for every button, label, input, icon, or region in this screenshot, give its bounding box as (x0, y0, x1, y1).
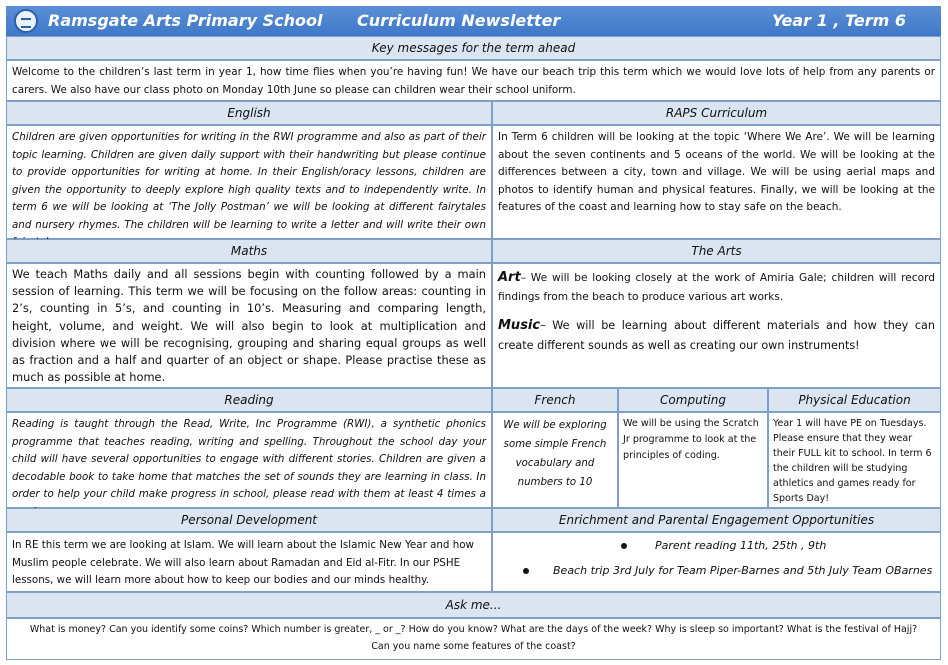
key-messages-panel (6, 60, 941, 101)
school-name: Ramsgate Arts Primary School (48, 11, 323, 30)
english-text: Children are given opportunities for writing in the RWI programme and also as part of their topic learning. Children are given daily support with their handwriting but please continue to provide opportunities for writing at home. In their English/oracy lessons, children are given the opportunity to deeply explore high quality texts and to independently write. In term 6 we will be looking at ‘The Jolly Postman’ we will be looking at different fairytales and nursery rhymes. The children will be learning to write a letter and will write their own (12, 131, 486, 231)
computing-text: We will be using the Scratch Jr programme to look at the principles of coding. (623, 418, 759, 461)
art-label: Art (498, 270, 521, 285)
raps-text: In Term 6 children will be looking at the topic ‘Where We Are’. We will be learning about the seven continents and 5 oceans of the world. We will be looking at the differences between a city, town and village. We will be using aerial maps and photos to identify human and physical features. Finally, we will be looking at the features of the coast and learning how to stay safe on the beach. (498, 131, 935, 213)
music-label: Music (498, 318, 541, 333)
key-messages-heading: Key messages for the term ahead (6, 36, 941, 60)
maths-panel (6, 263, 492, 388)
english-panel (6, 125, 492, 239)
key-messages-text: Welcome to the children’s last term in year 1, how time flies when you’re having fun! We have our beach trip this term which we would love lots of help from any parents or carers. We also have our class photo on Monday 10th June so please can children wear their school uniform. (12, 66, 935, 96)
art-paragraph (493, 264, 940, 310)
music-text: – We will be learning about different materials and how they can create different sounds as well as creating our own instruments! (498, 319, 935, 352)
art-text: – We will be looking closely at the work of Amiria Gale; children will record findings from the beach to produce various art works. (498, 272, 935, 303)
arts-panel (492, 263, 941, 388)
ask-heading: Ask me... (6, 592, 941, 618)
music-paragraph (493, 310, 940, 359)
enrichment-item: Beach trip 3rd July for Team Piper-Barnes and 5th July Team OBarnes (523, 564, 932, 577)
enrichment-heading: Enrichment and Parental Engagement Opportunities (492, 508, 941, 532)
computing-heading: Computing (618, 388, 768, 412)
ask-text: What is money? Can you identify some coins? Which number is greater, _ or _? How do you know? What are the days of the week? Why is sleep so important? What is the festival of Hajj? Can you name some features of the coast? (29, 624, 918, 652)
year-term: Year 1 , Term 6 (772, 11, 906, 30)
french-heading: French (492, 388, 618, 412)
computing-panel (618, 412, 768, 508)
raps-panel (492, 125, 941, 239)
raps-heading: RAPS Curriculum (492, 101, 941, 125)
reading-text: Reading is taught through the Read, Write, Inc Programme (RWI), a synthetic phonics programme that teaches reading, writing and spelling. Throughout the school day your child will have several opportunities to engage with different stories. Children are given a decodable book to take home that matches the set of sounds they are learning in class. In order to help your child make progress in school, please read with them at least 4 times a (12, 418, 486, 500)
maths-heading: Maths (6, 239, 492, 263)
ask-panel (6, 618, 941, 660)
french-panel (492, 412, 618, 508)
maths-text: We teach Maths daily and all sessions begin with counting followed by a main session of learning. This term we will be focusing on the follow areas: counting in 2’s, counting in 5’s, and counting in 10’s. Measuring and comparing length, height, volume, and weight. We will also begin to look at multiplication and division where we will be recognising, grouping and sharing equal groups as well as fraction and a half and quarter of an object or shape. Please practise these as much as possible at home. (12, 267, 486, 385)
enrichment-item: Parent reading 11th, 25th , 9th (621, 539, 826, 552)
personal-panel (6, 532, 492, 592)
arts-heading: The Arts (492, 239, 941, 263)
newsletter-header (6, 6, 941, 36)
pe-heading: Physical Education (768, 388, 941, 412)
bullet-icon (523, 568, 529, 574)
personal-heading: Personal Development (6, 508, 492, 532)
pe-panel (768, 412, 941, 508)
english-heading: English (6, 101, 492, 125)
newsletter-title: Curriculum Newsletter (357, 11, 561, 30)
bullet-icon (621, 543, 627, 549)
reading-heading: Reading (6, 388, 492, 412)
enrichment-panel (492, 532, 941, 592)
pe-text: Year 1 will have PE on Tuesdays. Please ensure that they wear their FULL kit to school. In term 6 the children will be studying athletics and games ready for Sports Day! (773, 418, 932, 504)
french-text: We will be exploring some simple French vocabulary and numbers to 10 (503, 420, 607, 488)
school-logo-icon (14, 9, 38, 33)
reading-panel (6, 412, 492, 508)
personal-text: In RE this term we are looking at Islam. We will learn about the Islamic New Year and how Muslim people celebrate. We will also learn about Ramadan and Eid al-Fitr. In our PSHE lessons, we will learn more about how to keep our bodies and our minds healthy. (12, 539, 474, 586)
